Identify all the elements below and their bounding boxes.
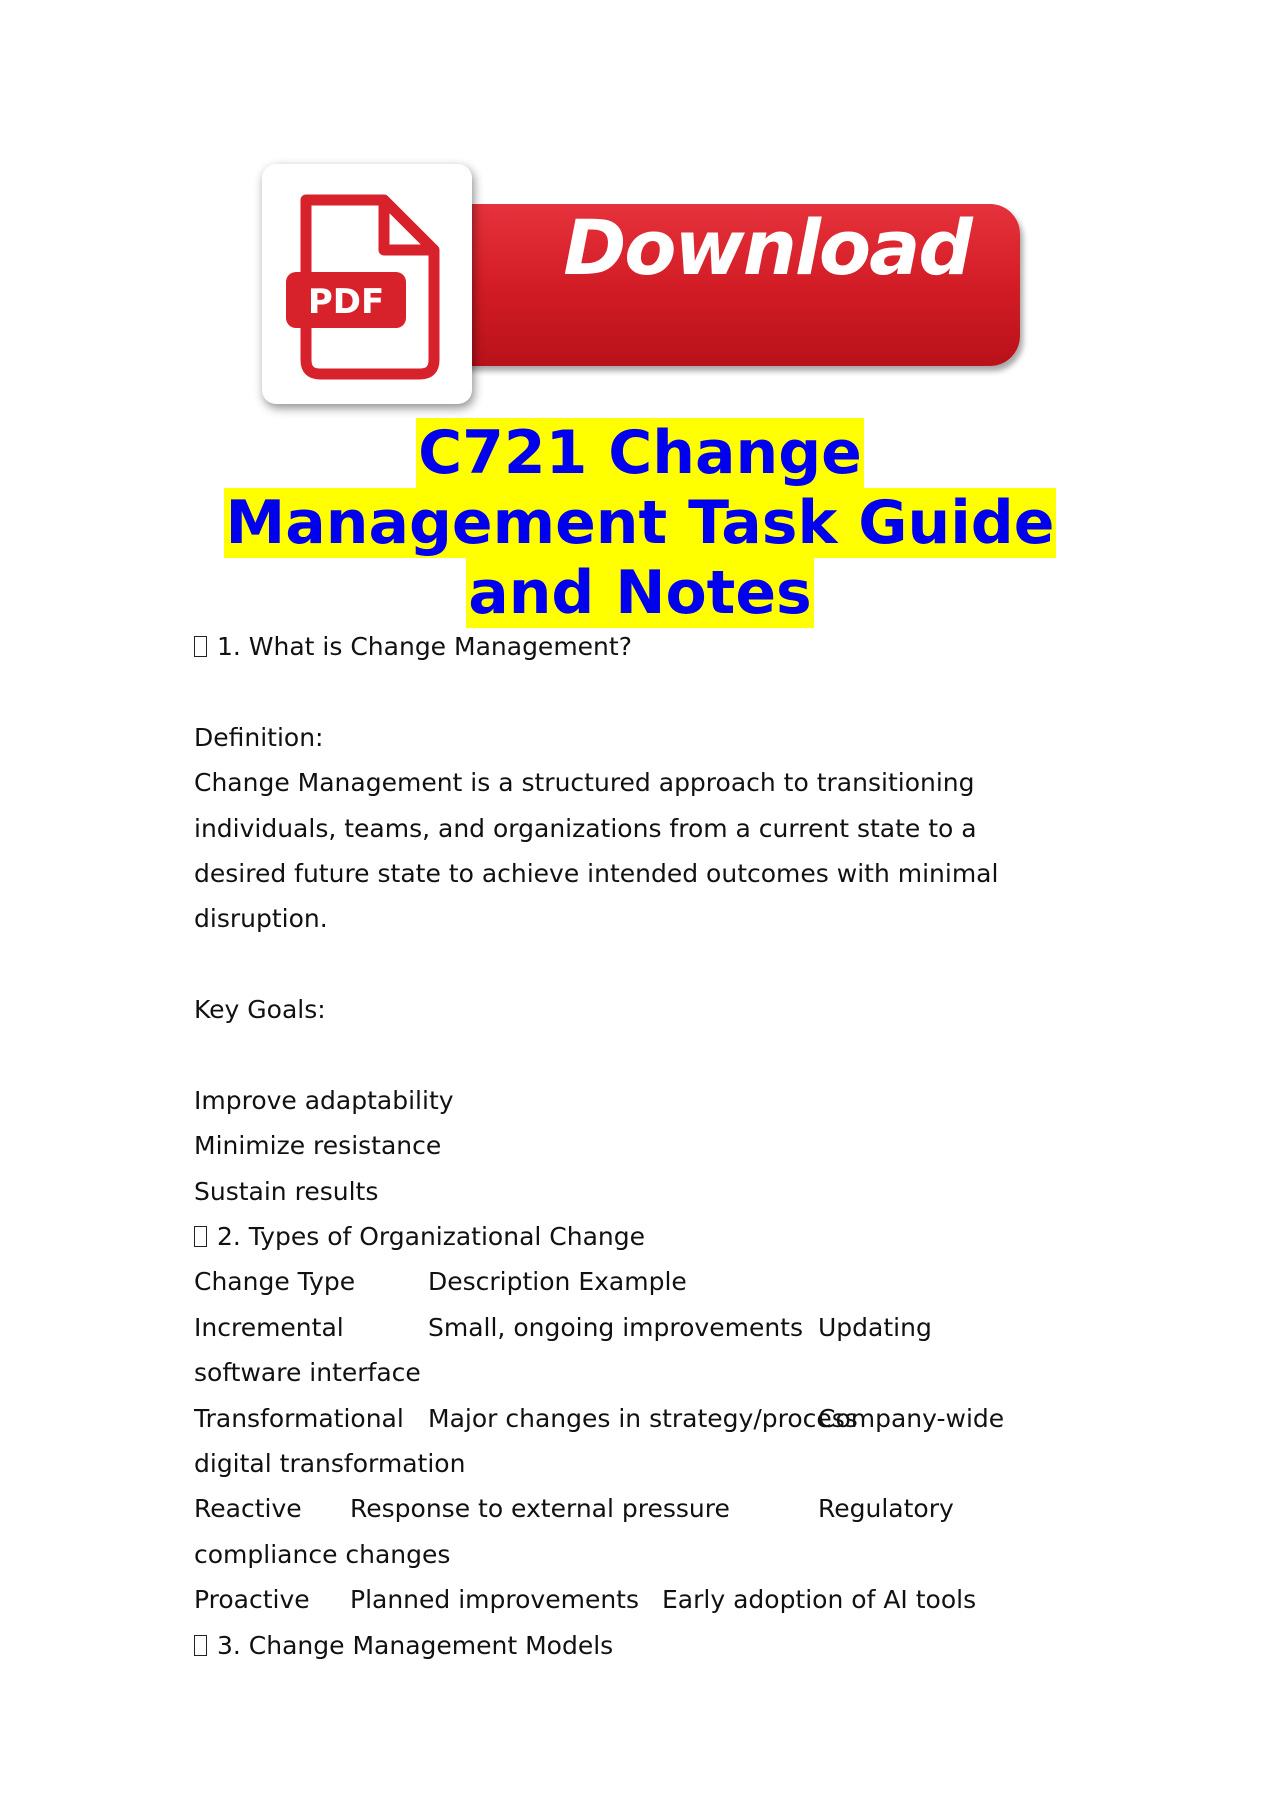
pdf-tile — [262, 164, 472, 404]
missing-glyph-icon — [194, 1226, 207, 1247]
table-row: Proactive Planned improvements Early adoption of AI tools — [194, 1585, 977, 1615]
download-button-label: Download — [563, 203, 971, 292]
definition-line-3: desired future state to achieve intended outcomes with minimal — [194, 858, 999, 888]
table-row-wrap: digital transformation — [194, 1449, 466, 1479]
goal-item: Minimize resistance — [194, 1131, 442, 1161]
pdf-badge-text: PDF — [307, 282, 385, 322]
download-banner[interactable] — [262, 164, 1024, 414]
definition-label: Definition: — [194, 722, 324, 752]
table-row-wrap: software interface — [194, 1358, 421, 1388]
table-header-row — [194, 1259, 1094, 1304]
definition-line-4: disruption. — [194, 904, 328, 934]
goal-item: Sustain results — [194, 1176, 379, 1206]
title-line-2: Management Task Guide — [225, 488, 1055, 558]
definition-line-1: Change Management is a structured approach to transitioning — [194, 768, 975, 798]
table-row: Transformational Major changes in strategy/process Company-wide — [194, 1403, 1005, 1433]
section-2-heading: 2. Types of Organizational Change — [194, 1214, 1094, 1259]
section-3-heading: 3. Change Management Models — [194, 1623, 1094, 1668]
table-row-wrap: compliance changes — [194, 1539, 451, 1569]
goal-item: Improve adaptability — [194, 1085, 454, 1115]
section-1-heading: 1. What is Change Management? — [194, 624, 1094, 669]
table-row: Reactive Response to external pressure Regulatory — [194, 1494, 954, 1524]
definition-line-2: individuals, teams, and organizations from a current state to a — [194, 813, 977, 843]
title-line-3: and Notes — [468, 558, 812, 628]
header-description-example: Description Example — [428, 1267, 687, 1297]
title-line-1: C721 Change — [418, 418, 862, 488]
pdf-file-icon — [284, 192, 450, 382]
header-change-type: Change Type — [194, 1267, 356, 1297]
missing-glyph-icon — [194, 636, 207, 657]
missing-glyph-icon — [194, 1635, 207, 1656]
page-title — [0, 418, 1280, 628]
table-row: Incremental Small, ongoing improvements Updating — [194, 1312, 932, 1342]
document-body — [194, 624, 1094, 1668]
key-goals-label: Key Goals: — [194, 995, 326, 1025]
